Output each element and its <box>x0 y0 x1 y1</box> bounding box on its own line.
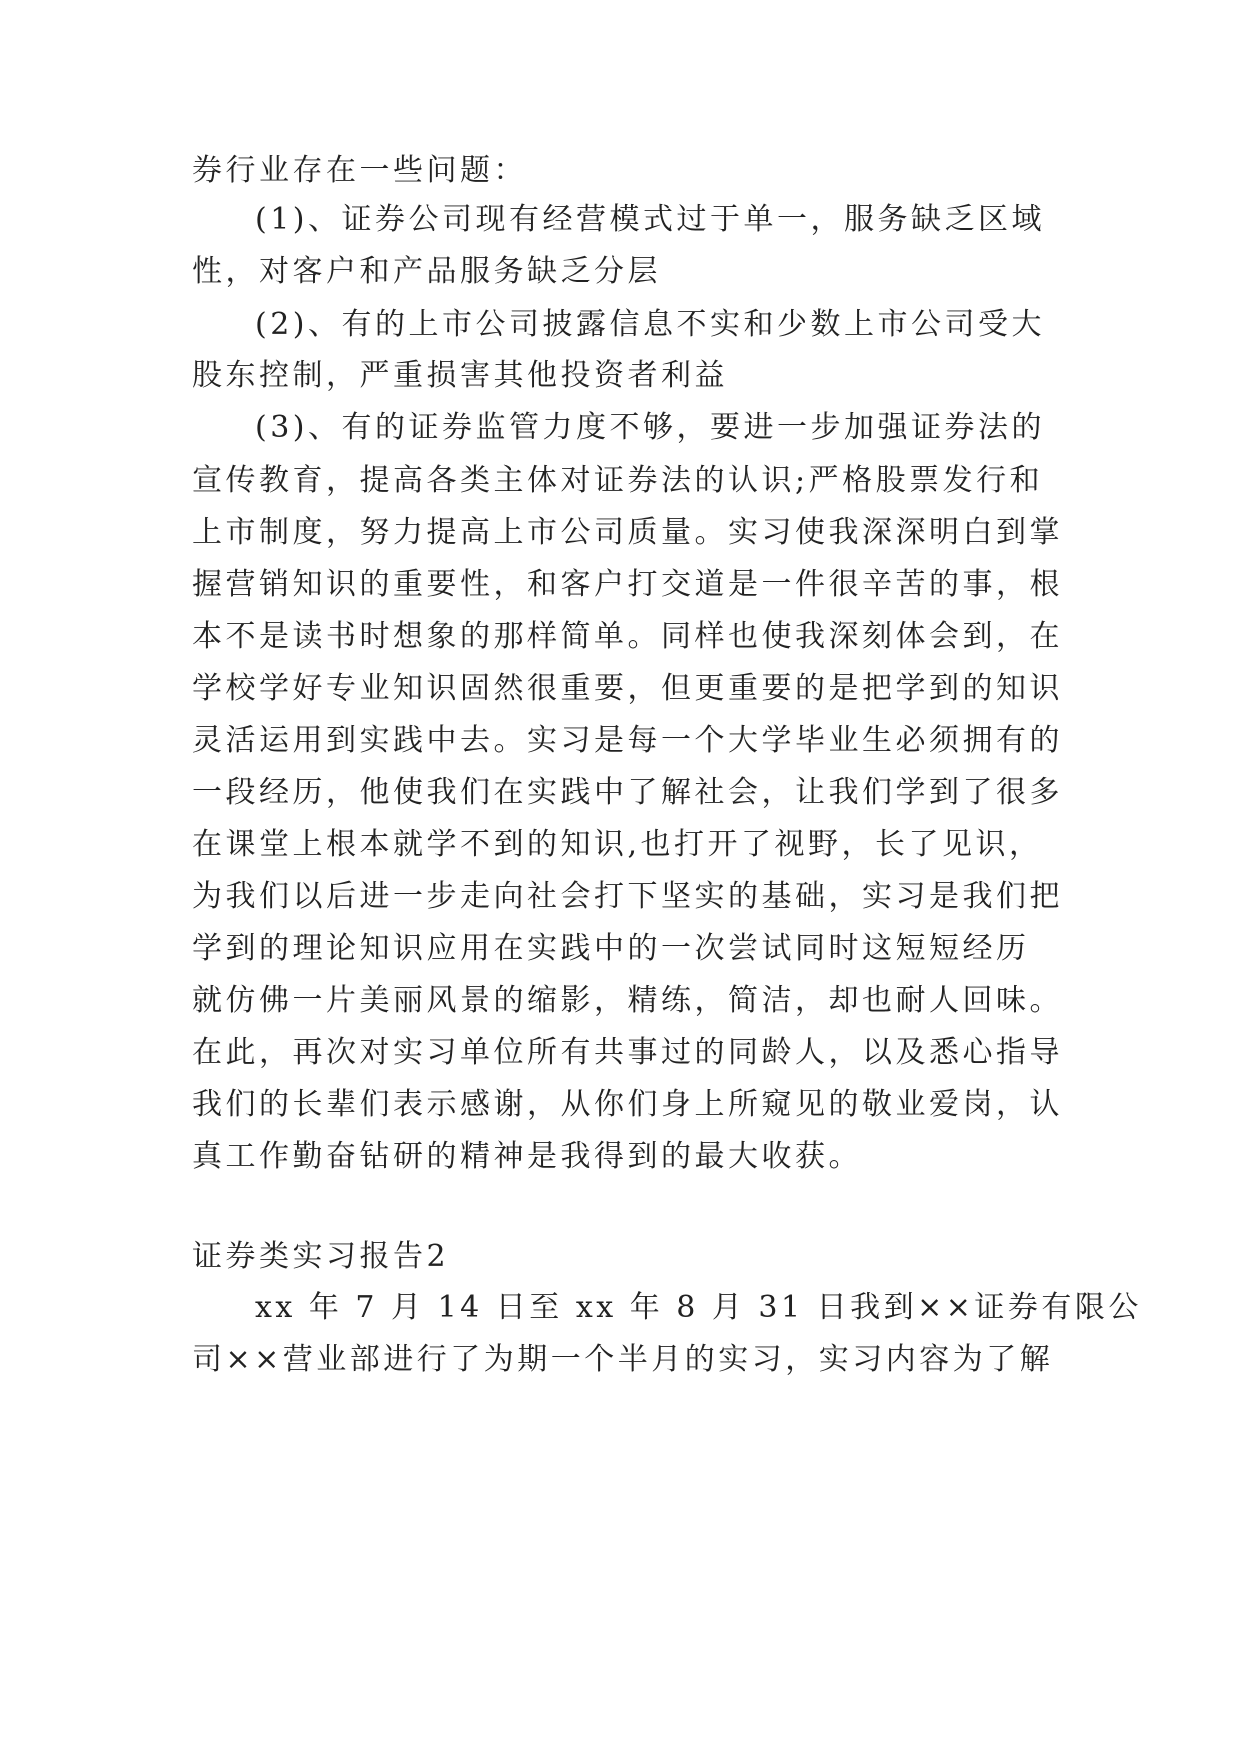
text-line: 握营销知识的重要性，和客户打交道是一件很辛苦的事，根 <box>192 567 1063 602</box>
text-line: 灵活运用到实践中去。实习是每一个大学毕业生必须拥有的 <box>192 723 1063 758</box>
text-line: 学校学好专业知识固然很重要，但更重要的是把学到的知识 <box>192 671 1063 706</box>
text-line: 学到的理论知识应用在实践中的一次尝试同时这短短经历 <box>192 931 1030 966</box>
list-item-3-line: (3)、有的证券监管力度不够，要进一步加强证券法的 <box>255 410 1045 445</box>
text-line: 本不是读书时想象的那样简单。同样也使我深刻体会到，在 <box>192 619 1063 654</box>
text-line: 券行业存在一些问题： <box>192 153 527 188</box>
text-line: 在课堂上根本就学不到的知识,也打开了视野，长了见识， <box>192 827 1043 862</box>
text-line: 在此，再次对实习单位所有共事过的同龄人，以及悉心指导 <box>192 1035 1063 1070</box>
text-line: 我们的长辈们表示感谢，从你们身上所窥见的敬业爱岗，认 <box>192 1087 1063 1122</box>
text-line: 司××营业部进行了为期一个半月的实习，实习内容为了解 <box>192 1342 1054 1377</box>
list-item-2-line: (2)、有的上市公司披露信息不实和少数上市公司受大 <box>255 307 1045 342</box>
text-line: 一段经历，他使我们在实践中了解社会，让我们学到了很多 <box>192 775 1063 810</box>
text-line: 宣传教育，提高各类主体对证券法的认识;严格股票发行和 <box>192 463 1044 498</box>
paragraph-first-line: xx 年 7 月 14 日至 xx 年 8 月 31 日我到××证券有限公 <box>255 1290 1142 1325</box>
list-item-1-continuation: 性，对客户和产品服务缺乏分层 <box>192 254 661 289</box>
text-line: 上市制度，努力提高上市公司质量。实习使我深深明白到掌 <box>192 515 1063 550</box>
text-line: 真工作勤奋钻研的精神是我得到的最大收获。 <box>192 1139 862 1174</box>
section-heading: 证券类实习报告2 <box>192 1239 450 1274</box>
list-item-1-line: (1)、证券公司现有经营模式过于单一，服务缺乏区域 <box>255 202 1045 237</box>
list-item-2-continuation: 股东控制，严重损害其他投资者利益 <box>192 358 728 393</box>
text-line: 为我们以后进一步走向社会打下坚实的基础，实习是我们把 <box>192 879 1063 914</box>
text-line: 就仿佛一片美丽风景的缩影，精练，简洁，却也耐人回味。 <box>192 983 1063 1018</box>
